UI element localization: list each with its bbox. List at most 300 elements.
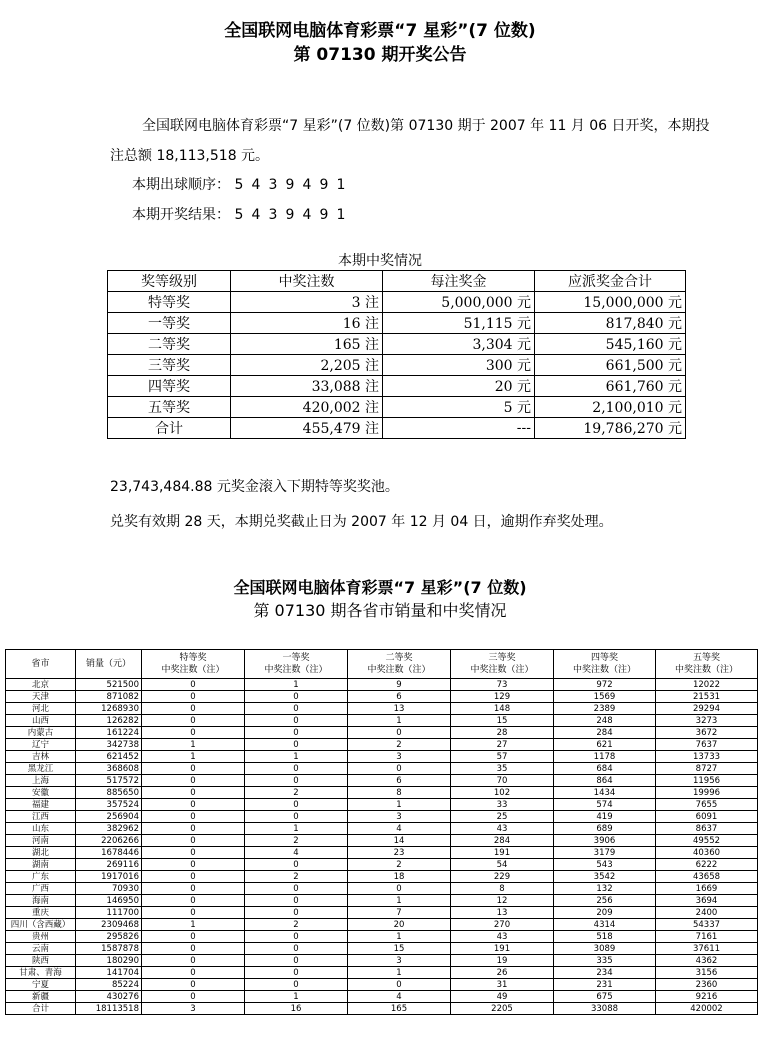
- second-prize-count: 13: [348, 703, 451, 715]
- province-row: [6, 823, 758, 835]
- third-prize-count: 73: [451, 679, 554, 691]
- fifth-prize-count: 49552: [656, 835, 758, 847]
- digit: 4: [302, 207, 312, 223]
- province-name: 河北: [6, 703, 76, 715]
- header-cell: 应派奖金合计: [535, 271, 686, 292]
- fifth-prize-count: 1669: [656, 883, 758, 895]
- second-prize-count: 1: [348, 931, 451, 943]
- prize-level: 三等奖: [108, 355, 231, 376]
- fourth-prize-count: 231: [554, 979, 656, 991]
- special-prize-count: 0: [142, 907, 245, 919]
- sales-amount: 146950: [76, 895, 142, 907]
- province-name: 山西: [6, 715, 76, 727]
- sales-amount: 1917016: [76, 871, 142, 883]
- prize-row: [108, 376, 686, 397]
- first-prize-count: 2: [245, 871, 348, 883]
- fourth-prize-count: 419: [554, 811, 656, 823]
- province-row: [6, 979, 758, 991]
- fourth-prize-count: 33088: [554, 1003, 656, 1015]
- digit: 3: [268, 177, 278, 193]
- fourth-prize-count: 518: [554, 931, 656, 943]
- second-prize-count: 18: [348, 871, 451, 883]
- special-prize-count: 1: [142, 751, 245, 763]
- first-prize-count: 0: [245, 883, 348, 895]
- province-name: 海南: [6, 895, 76, 907]
- winner-count: 3 注: [231, 292, 383, 313]
- province-row: [6, 703, 758, 715]
- prize-row: [108, 292, 686, 313]
- province-table-header: [6, 650, 758, 679]
- first-prize-count: 0: [245, 715, 348, 727]
- first-prize-count: 1: [245, 823, 348, 835]
- first-prize-count: 2: [245, 835, 348, 847]
- province-row: [6, 775, 758, 787]
- fifth-prize-count: 11956: [656, 775, 758, 787]
- third-prize-count: 28: [451, 727, 554, 739]
- province-row: [6, 931, 758, 943]
- third-prize-count: 57: [451, 751, 554, 763]
- sales-amount: 269116: [76, 859, 142, 871]
- sales-amount: 1268930: [76, 703, 142, 715]
- province-row: [6, 955, 758, 967]
- third-prize-count: 2205: [451, 1003, 554, 1015]
- fifth-prize-count: 40360: [656, 847, 758, 859]
- second-prize-count: 165: [348, 1003, 451, 1015]
- fifth-prize-count: 3273: [656, 715, 758, 727]
- digit: 3: [268, 207, 278, 223]
- header-cell: 销量（元）: [76, 650, 142, 679]
- third-prize-count: 31: [451, 979, 554, 991]
- prize-per-ticket: 5 元: [383, 397, 535, 418]
- digit: 1: [336, 177, 346, 193]
- prize-per-ticket: ---: [383, 418, 535, 439]
- fifth-prize-count: 6222: [656, 859, 758, 871]
- sales-amount: 1678446: [76, 847, 142, 859]
- fourth-prize-count: 4314: [554, 919, 656, 931]
- special-prize-count: 1: [142, 919, 245, 931]
- province-row: [6, 811, 758, 823]
- fifth-prize-count: 7161: [656, 931, 758, 943]
- fifth-prize-count: 7637: [656, 739, 758, 751]
- prize-table: [107, 270, 686, 439]
- second-prize-count: 0: [348, 763, 451, 775]
- special-prize-count: 0: [142, 859, 245, 871]
- sales-amount: 621452: [76, 751, 142, 763]
- second-prize-count: 20: [348, 919, 451, 931]
- first-prize-count: 0: [245, 799, 348, 811]
- digit: 9: [285, 207, 295, 223]
- third-prize-count: 43: [451, 823, 554, 835]
- draw-result-label: 本期开奖结果：: [132, 207, 230, 223]
- third-prize-count: 43: [451, 931, 554, 943]
- sales-amount: 342738: [76, 739, 142, 751]
- province-name: 河南: [6, 835, 76, 847]
- first-prize-count: 4: [245, 847, 348, 859]
- fifth-prize-count: 8727: [656, 763, 758, 775]
- second-prize-count: 3: [348, 955, 451, 967]
- province-name: 湖南: [6, 859, 76, 871]
- draw-order-line: [132, 175, 353, 195]
- second-prize-count: 23: [348, 847, 451, 859]
- fifth-prize-count: 9216: [656, 991, 758, 1003]
- third-prize-count: 15: [451, 715, 554, 727]
- special-prize-count: 0: [142, 823, 245, 835]
- province-name: 广西: [6, 883, 76, 895]
- sales-amount: 871082: [76, 691, 142, 703]
- province-row: [6, 715, 758, 727]
- digit: 9: [285, 177, 295, 193]
- digit: 1: [336, 207, 346, 223]
- province-row: [6, 751, 758, 763]
- second-prize-count: 0: [348, 979, 451, 991]
- prize-row: [108, 334, 686, 355]
- sales-amount: 357524: [76, 799, 142, 811]
- special-prize-count: 0: [142, 943, 245, 955]
- sales-amount: 141704: [76, 967, 142, 979]
- second-prize-count: 0: [348, 883, 451, 895]
- special-prize-count: 0: [142, 979, 245, 991]
- third-prize-count: 229: [451, 871, 554, 883]
- second-prize-count: 14: [348, 835, 451, 847]
- second-prize-count: 1: [348, 895, 451, 907]
- third-prize-count: 191: [451, 847, 554, 859]
- prize-level: 二等奖: [108, 334, 231, 355]
- fourth-prize-count: 1569: [554, 691, 656, 703]
- first-prize-count: 1: [245, 751, 348, 763]
- first-prize-count: 0: [245, 859, 348, 871]
- third-prize-count: 270: [451, 919, 554, 931]
- province-name: 福建: [6, 799, 76, 811]
- header-cell: 三等奖 中奖注数（注）: [451, 650, 554, 679]
- third-prize-count: 8: [451, 883, 554, 895]
- prize-level: 特等奖: [108, 292, 231, 313]
- winner-count: 33,088 注: [231, 376, 383, 397]
- validity-note: 兑奖有效期 28 天，本期兑奖截止日为 2007 年 12 月 04 日，逾期作弃奖处理。: [110, 514, 613, 530]
- third-prize-count: 13: [451, 907, 554, 919]
- draw-order-digits: [234, 177, 353, 193]
- third-prize-count: 129: [451, 691, 554, 703]
- special-prize-count: 0: [142, 967, 245, 979]
- third-prize-count: 49: [451, 991, 554, 1003]
- first-prize-count: 1: [245, 679, 348, 691]
- winner-count: 16 注: [231, 313, 383, 334]
- special-prize-count: 0: [142, 715, 245, 727]
- first-prize-count: 0: [245, 727, 348, 739]
- province-sales-table: [5, 649, 758, 1015]
- fourth-prize-count: 3906: [554, 835, 656, 847]
- province-section-title: 全国联网电脑体育彩票“7 星彩”(7 位数): [233, 578, 527, 597]
- special-prize-count: 0: [142, 835, 245, 847]
- fourth-prize-count: 864: [554, 775, 656, 787]
- fourth-prize-count: 2389: [554, 703, 656, 715]
- draw-order-label: 本期出球顺序：: [132, 177, 230, 193]
- province-row: [6, 835, 758, 847]
- prize-per-ticket: 20 元: [383, 376, 535, 397]
- province-name: 贵州: [6, 931, 76, 943]
- sales-amount: 382962: [76, 823, 142, 835]
- province-row: [6, 679, 758, 691]
- sales-amount: 368608: [76, 763, 142, 775]
- prize-total: 545,160 元: [535, 334, 686, 355]
- prize-row: [108, 313, 686, 334]
- fifth-prize-count: 29294: [656, 703, 758, 715]
- first-prize-count: 2: [245, 919, 348, 931]
- winner-count: 165 注: [231, 334, 383, 355]
- prize-table-header: [108, 271, 686, 292]
- fourth-prize-count: 3542: [554, 871, 656, 883]
- third-prize-count: 35: [451, 763, 554, 775]
- province-name: 广东: [6, 871, 76, 883]
- province-row: [6, 967, 758, 979]
- third-prize-count: 191: [451, 943, 554, 955]
- second-prize-count: 15: [348, 943, 451, 955]
- province-total-row: [6, 1003, 758, 1015]
- special-prize-count: 0: [142, 679, 245, 691]
- fifth-prize-count: 2360: [656, 979, 758, 991]
- prize-table-caption: 本期中奖情况: [338, 253, 422, 269]
- province-row: [6, 919, 758, 931]
- province-name: 陕西: [6, 955, 76, 967]
- second-prize-count: 3: [348, 811, 451, 823]
- special-prize-count: 0: [142, 775, 245, 787]
- province-row: [6, 871, 758, 883]
- prize-level: 五等奖: [108, 397, 231, 418]
- province-row: [6, 739, 758, 751]
- digit: 9: [319, 177, 329, 193]
- second-prize-count: 1: [348, 715, 451, 727]
- fourth-prize-count: 574: [554, 799, 656, 811]
- prize-per-ticket: 51,115 元: [383, 313, 535, 334]
- first-prize-count: 0: [245, 943, 348, 955]
- second-prize-count: 3: [348, 751, 451, 763]
- fourth-prize-count: 1434: [554, 787, 656, 799]
- prize-total-row: [108, 418, 686, 439]
- digit: 5: [234, 207, 244, 223]
- province-name: 新疆: [6, 991, 76, 1003]
- third-prize-count: 27: [451, 739, 554, 751]
- first-prize-count: 2: [245, 787, 348, 799]
- sales-amount: 85224: [76, 979, 142, 991]
- sales-amount: 295826: [76, 931, 142, 943]
- special-prize-count: 0: [142, 691, 245, 703]
- province-section-subtitle: 第 07130 期各省市销量和中奖情况: [253, 601, 507, 620]
- fourth-prize-count: 621: [554, 739, 656, 751]
- first-prize-count: 0: [245, 931, 348, 943]
- first-prize-count: 0: [245, 895, 348, 907]
- fifth-prize-count: 37611: [656, 943, 758, 955]
- special-prize-count: 0: [142, 811, 245, 823]
- special-prize-count: 0: [142, 871, 245, 883]
- digit: 5: [234, 177, 244, 193]
- province-name: 黑龙江: [6, 763, 76, 775]
- province-row: [6, 991, 758, 1003]
- second-prize-count: 0: [348, 727, 451, 739]
- fifth-prize-count: 13733: [656, 751, 758, 763]
- third-prize-count: 19: [451, 955, 554, 967]
- prize-total: 19,786,270 元: [535, 418, 686, 439]
- digit: 9: [319, 207, 329, 223]
- sales-amount: 18113518: [76, 1003, 142, 1015]
- digit: 4: [251, 177, 261, 193]
- prize-total: 2,100,010 元: [535, 397, 686, 418]
- province-name: 天津: [6, 691, 76, 703]
- province-name: 北京: [6, 679, 76, 691]
- special-prize-count: 0: [142, 931, 245, 943]
- fifth-prize-count: 3672: [656, 727, 758, 739]
- special-prize-count: 0: [142, 727, 245, 739]
- province-name: 合计: [6, 1003, 76, 1015]
- sales-amount: 126282: [76, 715, 142, 727]
- province-row: [6, 787, 758, 799]
- sales-amount: 430276: [76, 991, 142, 1003]
- winner-count: 2,205 注: [231, 355, 383, 376]
- third-prize-count: 25: [451, 811, 554, 823]
- digit: 4: [251, 207, 261, 223]
- sales-amount: 180290: [76, 955, 142, 967]
- fifth-prize-count: 21531: [656, 691, 758, 703]
- third-prize-count: 284: [451, 835, 554, 847]
- second-prize-count: 2: [348, 739, 451, 751]
- prize-level: 合计: [108, 418, 231, 439]
- province-name: 内蒙古: [6, 727, 76, 739]
- first-prize-count: 0: [245, 775, 348, 787]
- announcement-subtitle: 第 07130 期开奖公告: [293, 45, 467, 65]
- province-row: [6, 763, 758, 775]
- fourth-prize-count: 209: [554, 907, 656, 919]
- header-cell: 每注奖金: [383, 271, 535, 292]
- third-prize-count: 148: [451, 703, 554, 715]
- first-prize-count: 0: [245, 955, 348, 967]
- sales-amount: 256904: [76, 811, 142, 823]
- fifth-prize-count: 43658: [656, 871, 758, 883]
- fourth-prize-count: 543: [554, 859, 656, 871]
- province-row: [6, 847, 758, 859]
- province-name: 宁夏: [6, 979, 76, 991]
- second-prize-count: 7: [348, 907, 451, 919]
- third-prize-count: 33: [451, 799, 554, 811]
- fourth-prize-count: 284: [554, 727, 656, 739]
- fifth-prize-count: 8637: [656, 823, 758, 835]
- fifth-prize-count: 12022: [656, 679, 758, 691]
- special-prize-count: 0: [142, 703, 245, 715]
- fourth-prize-count: 234: [554, 967, 656, 979]
- special-prize-count: 0: [142, 787, 245, 799]
- province-row: [6, 883, 758, 895]
- prize-row: [108, 355, 686, 376]
- province-name: 上海: [6, 775, 76, 787]
- second-prize-count: 2: [348, 859, 451, 871]
- prize-total: 661,760 元: [535, 376, 686, 397]
- province-row: [6, 691, 758, 703]
- prize-level: 一等奖: [108, 313, 231, 334]
- province-row: [6, 895, 758, 907]
- first-prize-count: 0: [245, 967, 348, 979]
- second-prize-count: 4: [348, 991, 451, 1003]
- special-prize-count: 0: [142, 895, 245, 907]
- digit: 4: [302, 177, 312, 193]
- second-prize-count: 6: [348, 775, 451, 787]
- winner-count: 455,479 注: [231, 418, 383, 439]
- province-name: 重庆: [6, 907, 76, 919]
- province-name: 辽宁: [6, 739, 76, 751]
- fifth-prize-count: 19996: [656, 787, 758, 799]
- draw-result-line: [132, 205, 353, 225]
- draw-result-digits: [234, 207, 353, 223]
- province-name: 安徽: [6, 787, 76, 799]
- sales-amount: 521500: [76, 679, 142, 691]
- sales-amount: 2309468: [76, 919, 142, 931]
- header-cell: 省市: [6, 650, 76, 679]
- prize-per-ticket: 5,000,000 元: [383, 292, 535, 313]
- province-name: 湖北: [6, 847, 76, 859]
- third-prize-count: 54: [451, 859, 554, 871]
- fourth-prize-count: 3179: [554, 847, 656, 859]
- fourth-prize-count: 972: [554, 679, 656, 691]
- fourth-prize-count: 1178: [554, 751, 656, 763]
- special-prize-count: 3: [142, 1003, 245, 1015]
- special-prize-count: 0: [142, 883, 245, 895]
- province-row: [6, 799, 758, 811]
- special-prize-count: 0: [142, 799, 245, 811]
- first-prize-count: 0: [245, 907, 348, 919]
- third-prize-count: 102: [451, 787, 554, 799]
- province-name: 甘肃、青海: [6, 967, 76, 979]
- sales-amount: 1587878: [76, 943, 142, 955]
- header-cell: 二等奖 中奖注数（注）: [348, 650, 451, 679]
- header-cell: 奖等级别: [108, 271, 231, 292]
- special-prize-count: 0: [142, 763, 245, 775]
- fourth-prize-count: 684: [554, 763, 656, 775]
- second-prize-count: 1: [348, 967, 451, 979]
- prize-per-ticket: 3,304 元: [383, 334, 535, 355]
- fourth-prize-count: 256: [554, 895, 656, 907]
- province-name: 吉林: [6, 751, 76, 763]
- sales-amount: 885650: [76, 787, 142, 799]
- sales-amount: 161224: [76, 727, 142, 739]
- first-prize-count: 0: [245, 739, 348, 751]
- prize-per-ticket: 300 元: [383, 355, 535, 376]
- prize-total: 817,840 元: [535, 313, 686, 334]
- province-row: [6, 943, 758, 955]
- header-cell: 五等奖 中奖注数（注）: [656, 650, 758, 679]
- first-prize-count: 0: [245, 691, 348, 703]
- special-prize-count: 0: [142, 955, 245, 967]
- intro-paragraph: 全国联网电脑体育彩票“7 星彩”(7 位数)第 07130 期于 2007 年 11 月 06 日开奖，本期投注总额 18,113,518 元。: [110, 118, 710, 164]
- province-name: 山东: [6, 823, 76, 835]
- sales-amount: 70930: [76, 883, 142, 895]
- second-prize-count: 9: [348, 679, 451, 691]
- fifth-prize-count: 3156: [656, 967, 758, 979]
- fifth-prize-count: 7655: [656, 799, 758, 811]
- first-prize-count: 0: [245, 703, 348, 715]
- province-name: 云南: [6, 943, 76, 955]
- rollover-note: 23,743,484.88 元奖金滚入下期特等奖奖池。: [110, 479, 399, 495]
- second-prize-count: 4: [348, 823, 451, 835]
- second-prize-count: 1: [348, 799, 451, 811]
- prize-total: 661,500 元: [535, 355, 686, 376]
- fifth-prize-count: 420002: [656, 1003, 758, 1015]
- fourth-prize-count: 675: [554, 991, 656, 1003]
- first-prize-count: 0: [245, 979, 348, 991]
- province-row: [6, 907, 758, 919]
- fourth-prize-count: 248: [554, 715, 656, 727]
- winner-count: 420,002 注: [231, 397, 383, 418]
- second-prize-count: 8: [348, 787, 451, 799]
- fifth-prize-count: 54337: [656, 919, 758, 931]
- province-name: 江西: [6, 811, 76, 823]
- special-prize-count: 0: [142, 991, 245, 1003]
- header-cell: 四等奖 中奖注数（注）: [554, 650, 656, 679]
